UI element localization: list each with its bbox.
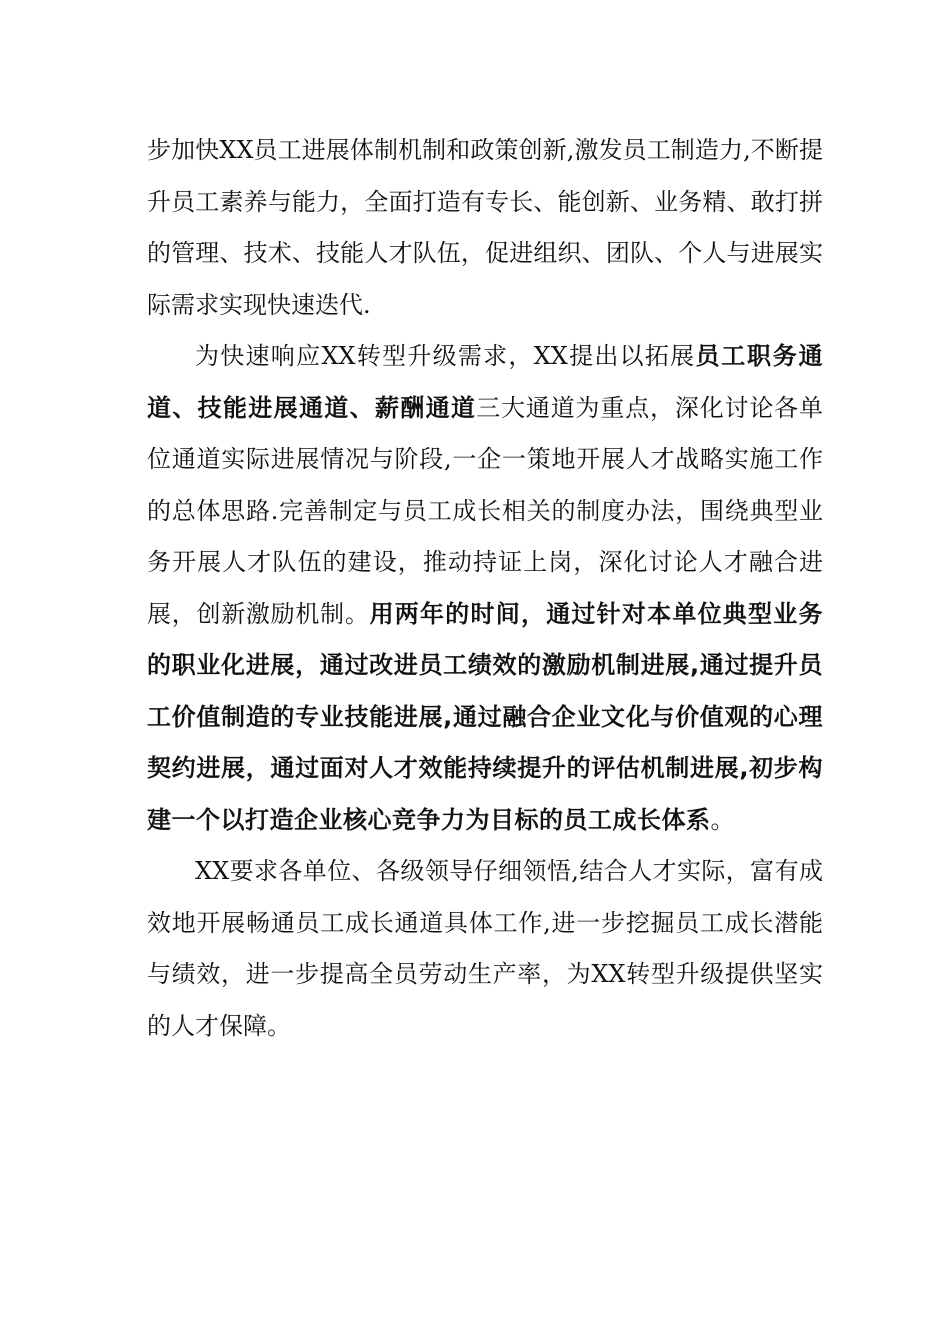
paragraph-1: 步加快XX员工进展体制机制和政策创新,激发员工制造力,不断提升员工素养与能力，全面打造有专长、能创新、业务精、敢打拼的管理、技术、技能人才队伍，促进组织、团队、个人与进展实际需求实现快速迭代. <box>147 136 823 319</box>
paragraph-2-text-3: 。 <box>710 805 735 834</box>
document-body <box>147 125 823 1052</box>
paragraph-3: XX要求各单位、各级领导仔细领悟,结合人才实际，富有成效地开展畅通员工成长通道具体工作,进一步挖掘员工成长潜能与绩效，进一步提高全员劳动生产率，为XX转型升级提供坚实的人才保障。 <box>147 857 823 1040</box>
paragraph-2-text-2: 三大通道为重点，深化讨论各单位通道实际进展情况与阶段,一企一策地开展人才战略实施工作的总体思路.完善制定与员工成长相关的制度办法，围绕典型业务开展人才队伍的建设，推动持证上岗，深化讨论人才融合进展，创新激励机制。 <box>147 393 823 628</box>
paragraph-2 <box>147 331 823 846</box>
paragraph-2-text-1: 为快速响应XX转型升级需求，XX提出以拓展 <box>195 342 696 370</box>
paragraph-2-bold-1: 员工职务通道、技能进展通道、薪酬通道 <box>147 342 824 422</box>
paragraph-2-bold-2: 用两年的时间，通过针对本单位典型业务的职业化进展，通过改进员工绩效的激励机制进展,通过提升员工价值制造的专业技能进展,通过融合企业文化与价值观的心理契约进展，通过面对人才效能持续提升的评估机制进展,初步构建一个以打造企业核心竞争力为目标的员工成长体系 <box>147 599 823 834</box>
